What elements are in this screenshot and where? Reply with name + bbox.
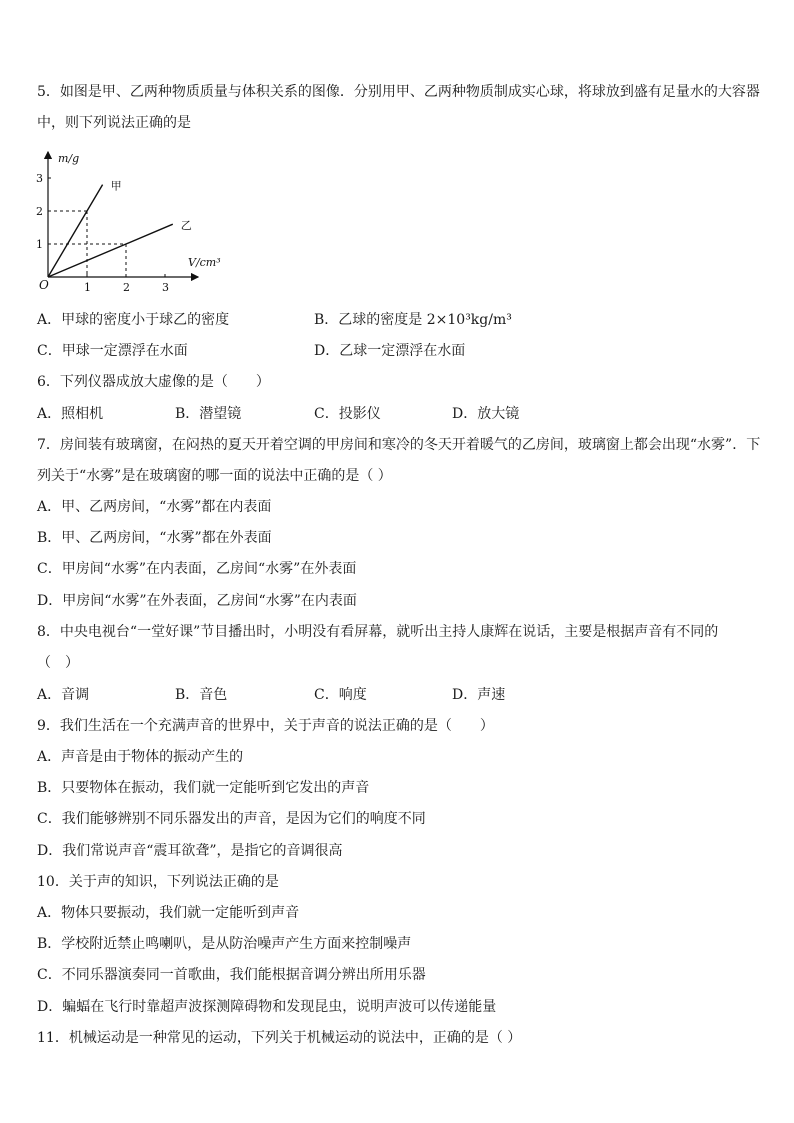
q6-option-b[interactable]: B．潜望镜 [175,406,242,422]
series-line-1 [48,185,103,277]
q9-option-d[interactable]: D．我们常说声音“震耳欲聋”，是指它的音调很高 [37,843,343,859]
q6-option-a[interactable]: A．照相机 [37,406,104,422]
q9-option-a[interactable]: A．声音是由于物体的振动产生的 [37,749,244,765]
q9-stem: 9．我们生活在一个充满声音的世界中，关于声音的说法正确的是（ ） [37,718,494,734]
y-tick-label-1: 1 [36,238,43,251]
origin-label: O [39,278,49,292]
series-label-1: 甲 [110,179,122,193]
q10-option-b[interactable]: B．学校附近禁止鸣喇叭，是从防治噪声产生方面来控制噪声 [37,936,412,952]
q6-options [37,404,757,424]
q10-option-c[interactable]: C．不同乐器演奏同一首歌曲，我们能根据音调分辨出所用乐器 [37,967,426,983]
x-tick-label-3: 3 [162,281,169,294]
q5-option-a[interactable]: A．甲球的密度小于球乙的密度 [37,312,230,328]
q7-option-b[interactable]: B．甲、乙两房间，“水雾”都在外表面 [37,530,272,546]
q8-stem-line1: 8．中央电视台“一堂好课”节目播出时，小明没有看屏幕，就听出主持人康辉在说话，主要是根据声音有不同的 [37,624,719,640]
q8-option-d[interactable]: D．声速 [452,687,506,703]
q8-option-c[interactable]: C．响度 [314,687,367,703]
q7-option-a[interactable]: A．甲、乙两房间，“水雾”都在内表面 [37,499,272,515]
q5-option-b[interactable]: B．乙球的密度是 2×10³kg/m³ [314,312,512,328]
x-axis-label: V/cm³ [188,256,221,269]
y-axis-label: m/g [58,152,80,165]
q7-option-c[interactable]: C．甲房间“水雾”在内表面，乙房间“水雾”在外表面 [37,561,357,577]
q5-stem-line1: 5．如图是甲、乙两种物质质量与体积关系的图像．分别用甲、乙两种物质制成实心球，将球放到盛有足量水的大容器 [37,84,760,100]
q5-options-row1 [37,310,757,330]
q6-stem: 6．下列仪器成放大虚像的是（ ） [37,374,270,390]
q10-stem: 10．关于声的知识，下列说法正确的是 [37,874,279,890]
q8-stem-line2: （ ） [37,655,79,671]
q9-option-b[interactable]: B．只要物体在振动，我们就一定能听到它发出的声音 [37,780,370,796]
q7-stem-line2: 列关于“水雾”是在玻璃窗的哪一面的说法中正确的是（ ） [37,468,392,484]
q8-option-b[interactable]: B．音色 [175,687,228,703]
q7-stem-line1: 7．房间装有玻璃窗，在闷热的夏天开着空调的甲房间和寒冷的冬天开着暖气的乙房间，玻璃窗上都会出现“水雾”．下 [37,437,761,453]
x-tick-label-1: 1 [84,281,91,294]
q6-option-d[interactable]: D．放大镜 [452,406,520,422]
q10-option-d[interactable]: D．蝙蝠在飞行时靠超声波探测障碍物和发现昆虫，说明声波可以传递能量 [37,999,497,1015]
q5-option-c[interactable]: C．甲球一定漂浮在水面 [37,343,188,359]
x-tick-label-2: 2 [123,281,130,294]
q10-option-a[interactable]: A．物体只要振动，我们就一定能听到声音 [37,905,300,921]
q5-stem-line2: 中，则下列说法正确的是 [37,115,191,131]
series-line-2 [48,224,173,277]
q5-option-d[interactable]: D．乙球一定漂浮在水面 [314,343,466,359]
q9-option-c[interactable]: C．我们能够辨别不同乐器发出的声音，是因为它们的响度不同 [37,811,426,827]
q11-stem: 11．机械运动是一种常见的运动，下列关于机械运动的说法中，正确的是（ ） [37,1030,522,1046]
q5-options-row2 [37,341,757,361]
q7-option-d[interactable]: D．甲房间“水雾”在外表面，乙房间“水雾”在内表面 [37,593,357,609]
q8-options [37,685,757,705]
q6-option-c[interactable]: C．投影仪 [314,406,381,422]
y-tick-label-2: 2 [36,205,43,218]
series-label-2: 乙 [180,219,192,233]
mass-volume-graph [28,148,228,298]
q8-option-a[interactable]: A．音调 [37,687,90,703]
y-tick-label-3: 3 [36,172,43,185]
